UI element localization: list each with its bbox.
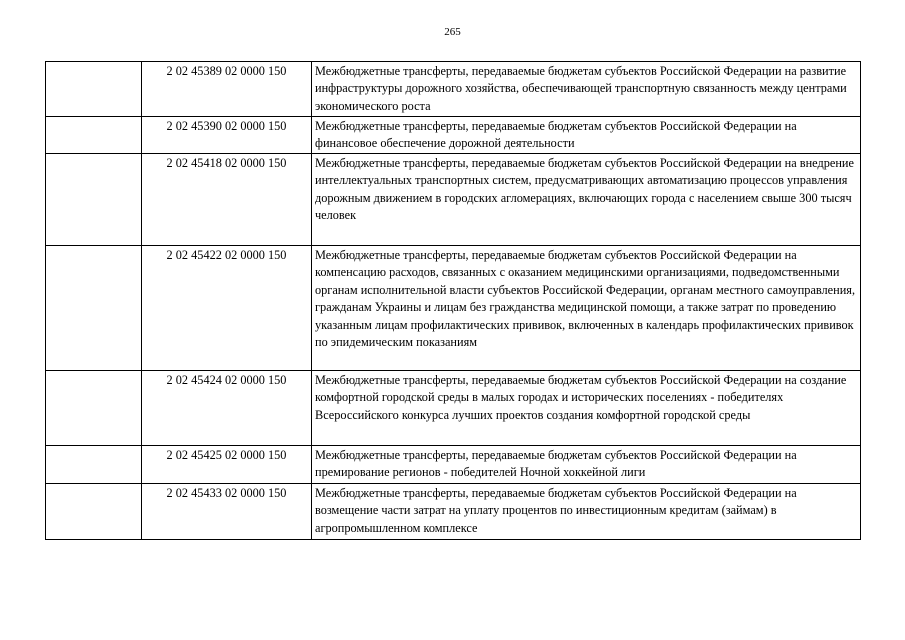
admin-code-cell — [46, 484, 142, 540]
budget-code-cell: 2 02 45389 02 0000 150 — [142, 62, 312, 117]
admin-code-cell — [46, 154, 142, 246]
table-row — [46, 117, 861, 154]
page-number: 265 — [444, 26, 461, 38]
budget-code-cell: 2 02 45422 02 0000 150 — [142, 246, 312, 371]
income-description-cell: Межбюджетные трансферты, передаваемые бюджетам субъектов Российской Федерации на премирование регионов - победителей Ночной хоккейной лиги — [312, 446, 861, 484]
table-row — [46, 62, 861, 117]
admin-code-cell — [46, 246, 142, 371]
admin-code-cell — [46, 446, 142, 484]
table-row — [46, 484, 861, 540]
income-description-cell: Межбюджетные трансферты, передаваемые бюджетам субъектов Российской Федерации на развитие инфраструктуры дорожного хозяйства, обеспечивающей транспортную связанность между центрами экономического роста — [312, 62, 861, 117]
income-description-cell: Межбюджетные трансферты, передаваемые бюджетам субъектов Российской Федерации на внедрение интеллектуальных транспортных систем, предусматривающих автоматизацию процессов управления дорожным движением в городских агломерациях, включающих города с населением свыше 300 тысяч человек — [312, 154, 861, 246]
admin-code-cell — [46, 117, 142, 154]
admin-code-cell — [46, 371, 142, 446]
income-description-cell: Межбюджетные трансферты, передаваемые бюджетам субъектов Российской Федерации на создание комфортной городской среды в малых городах и исторических поселениях - победителях Всероссийского конкурса лучших проектов создания комфортной городской среды — [312, 371, 861, 446]
budget-classification-table — [45, 61, 861, 540]
budget-code-cell: 2 02 45433 02 0000 150 — [142, 484, 312, 540]
table-row — [46, 446, 861, 484]
budget-code-cell: 2 02 45390 02 0000 150 — [142, 117, 312, 154]
income-description-cell: Межбюджетные трансферты, передаваемые бюджетам субъектов Российской Федерации на компенсацию расходов, связанных с оказанием медицинскими организациями, подведомственными органам исполнительной власти субъектов Российской Федерации, органам местного самоуправления, гражданам Украины и лицам без гражданства медицинской помощи, а также затрат по проведению указанным лицам профилактических прививок, включенных в календарь профилактических прививок по эпидемическим показаниям — [312, 246, 861, 371]
income-description-cell: Межбюджетные трансферты, передаваемые бюджетам субъектов Российской Федерации на возмещение части затрат на уплату процентов по инвестиционным кредитам (займам) в агропромышленном комплексе — [312, 484, 861, 540]
income-description-cell: Межбюджетные трансферты, передаваемые бюджетам субъектов Российской Федерации на финансовое обеспечение дорожной деятельности — [312, 117, 861, 154]
budget-code-cell: 2 02 45424 02 0000 150 — [142, 371, 312, 446]
budget-code-cell: 2 02 45418 02 0000 150 — [142, 154, 312, 246]
table-row — [46, 154, 861, 246]
admin-code-cell — [46, 62, 142, 117]
budget-code-cell: 2 02 45425 02 0000 150 — [142, 446, 312, 484]
table-row — [46, 246, 861, 371]
table-row — [46, 371, 861, 446]
